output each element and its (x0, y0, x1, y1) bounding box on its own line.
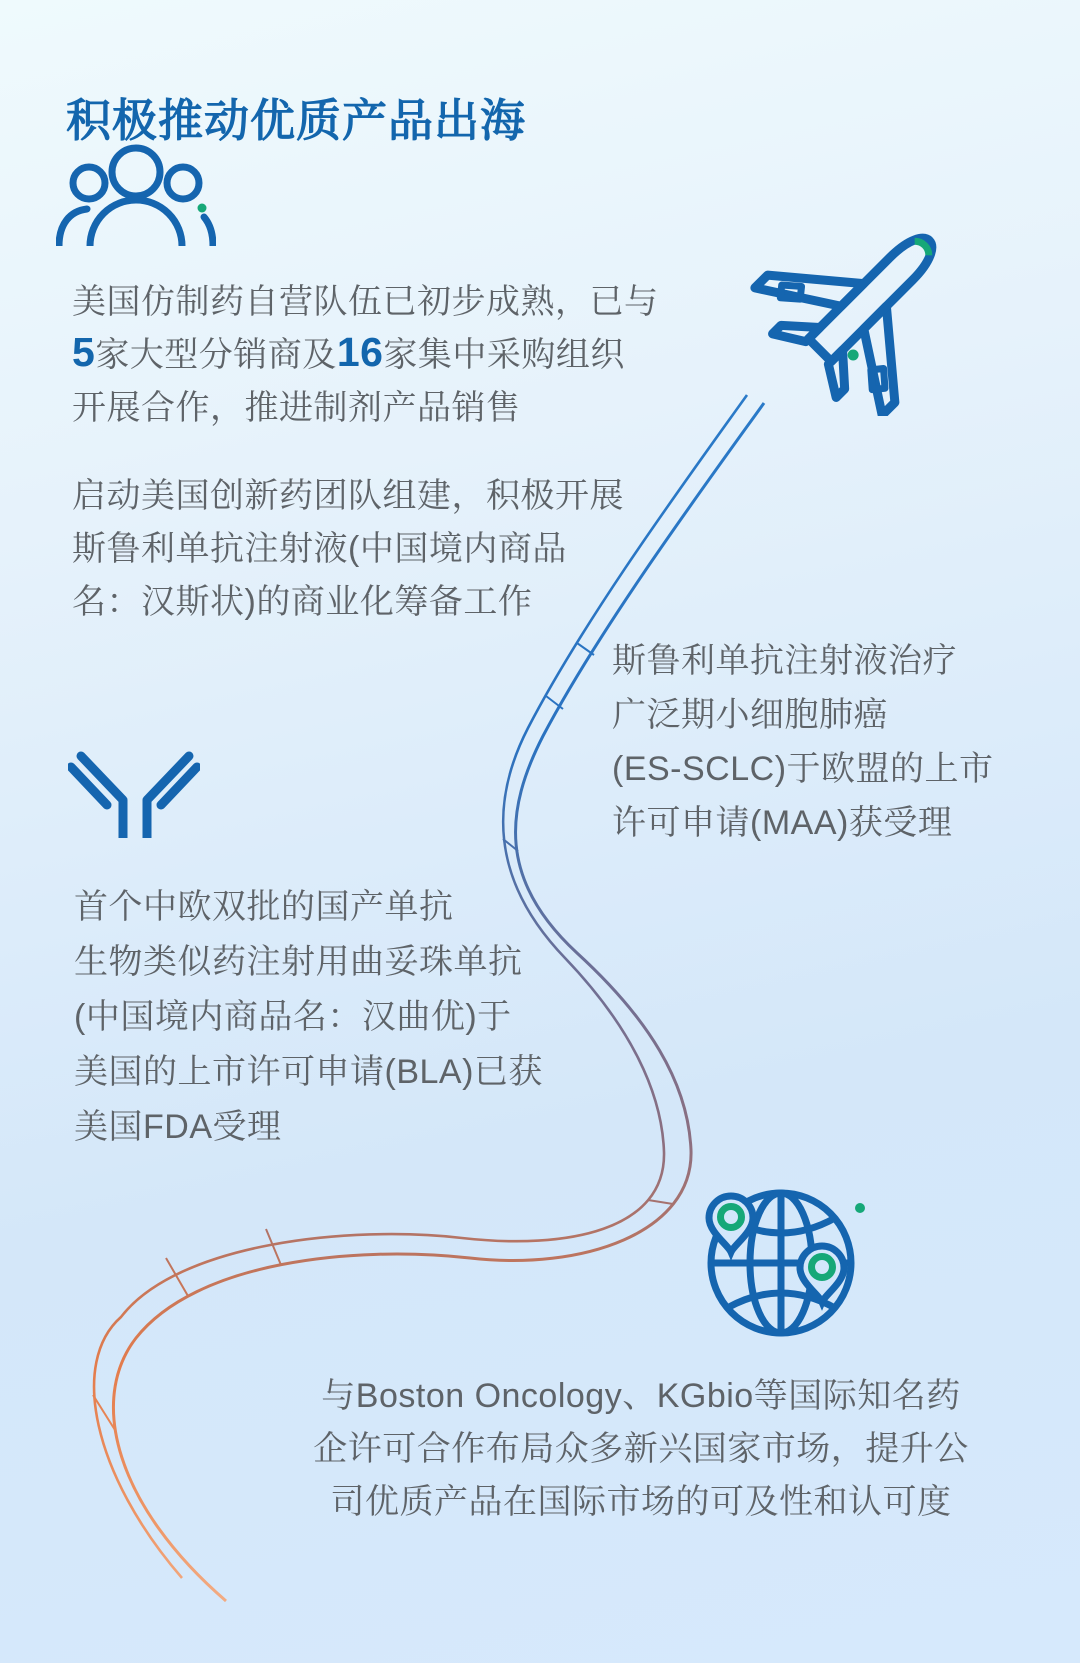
antibody-icon (68, 706, 200, 838)
stat-distributors-count: 5 (72, 329, 96, 375)
para-trastuzumab-us-bla: 首个中欧双批的国产单抗 生物类似药注射用曲妥珠单抗 (中国境内商品名：汉曲优)于 美国的上市许可申请(BLA)已获 美国FDA受理 (74, 888, 543, 1146)
airplane-icon (738, 182, 996, 416)
people-group-icon (56, 144, 216, 246)
globe-location-pins-icon (660, 1126, 888, 1354)
green-dot (198, 204, 207, 213)
stat-gpo-count: 16 (336, 329, 384, 375)
generics-line2a: 家大型分销商及 (95, 336, 337, 374)
green-dot (855, 1203, 865, 1213)
generics-line3: 开展合作，推进制剂产品销售 (72, 389, 521, 427)
airplane-fuselage (809, 229, 941, 361)
para-serplulimab-eu-maa: 斯鲁利单抗注射液治疗 广泛期小细胞肺癌 (ES-SCLC)于欧盟的上市 许可申请(MAA)获受理 (612, 642, 994, 842)
page-title: 积极推动优质产品出海 (66, 95, 527, 147)
person-left-head (73, 167, 105, 199)
person-right-head (167, 167, 199, 199)
para-international-partnerships: 与Boston Oncology、KGbio等国际知名药 企许可合作布局众多新兴国家市场，提升公 司优质产品在国际市场的可及性和认可度 (313, 1377, 969, 1521)
para-us-generics-team (72, 276, 712, 435)
person-center-body (90, 200, 182, 246)
para-us-innovation-team: 启动美国创新药团队组建，积极开展 斯鲁利单抗注射液(中国境内商品 名：汉斯状)的商业化筹备工作 (72, 477, 624, 621)
generics-line1: 美国仿制药自营队伍已初步成熟，已与 (72, 283, 659, 321)
person-center-head (112, 148, 160, 196)
generics-line2b: 家集中采购组织 (383, 336, 625, 374)
person-left-body (59, 209, 87, 246)
person-right-body (204, 217, 213, 246)
